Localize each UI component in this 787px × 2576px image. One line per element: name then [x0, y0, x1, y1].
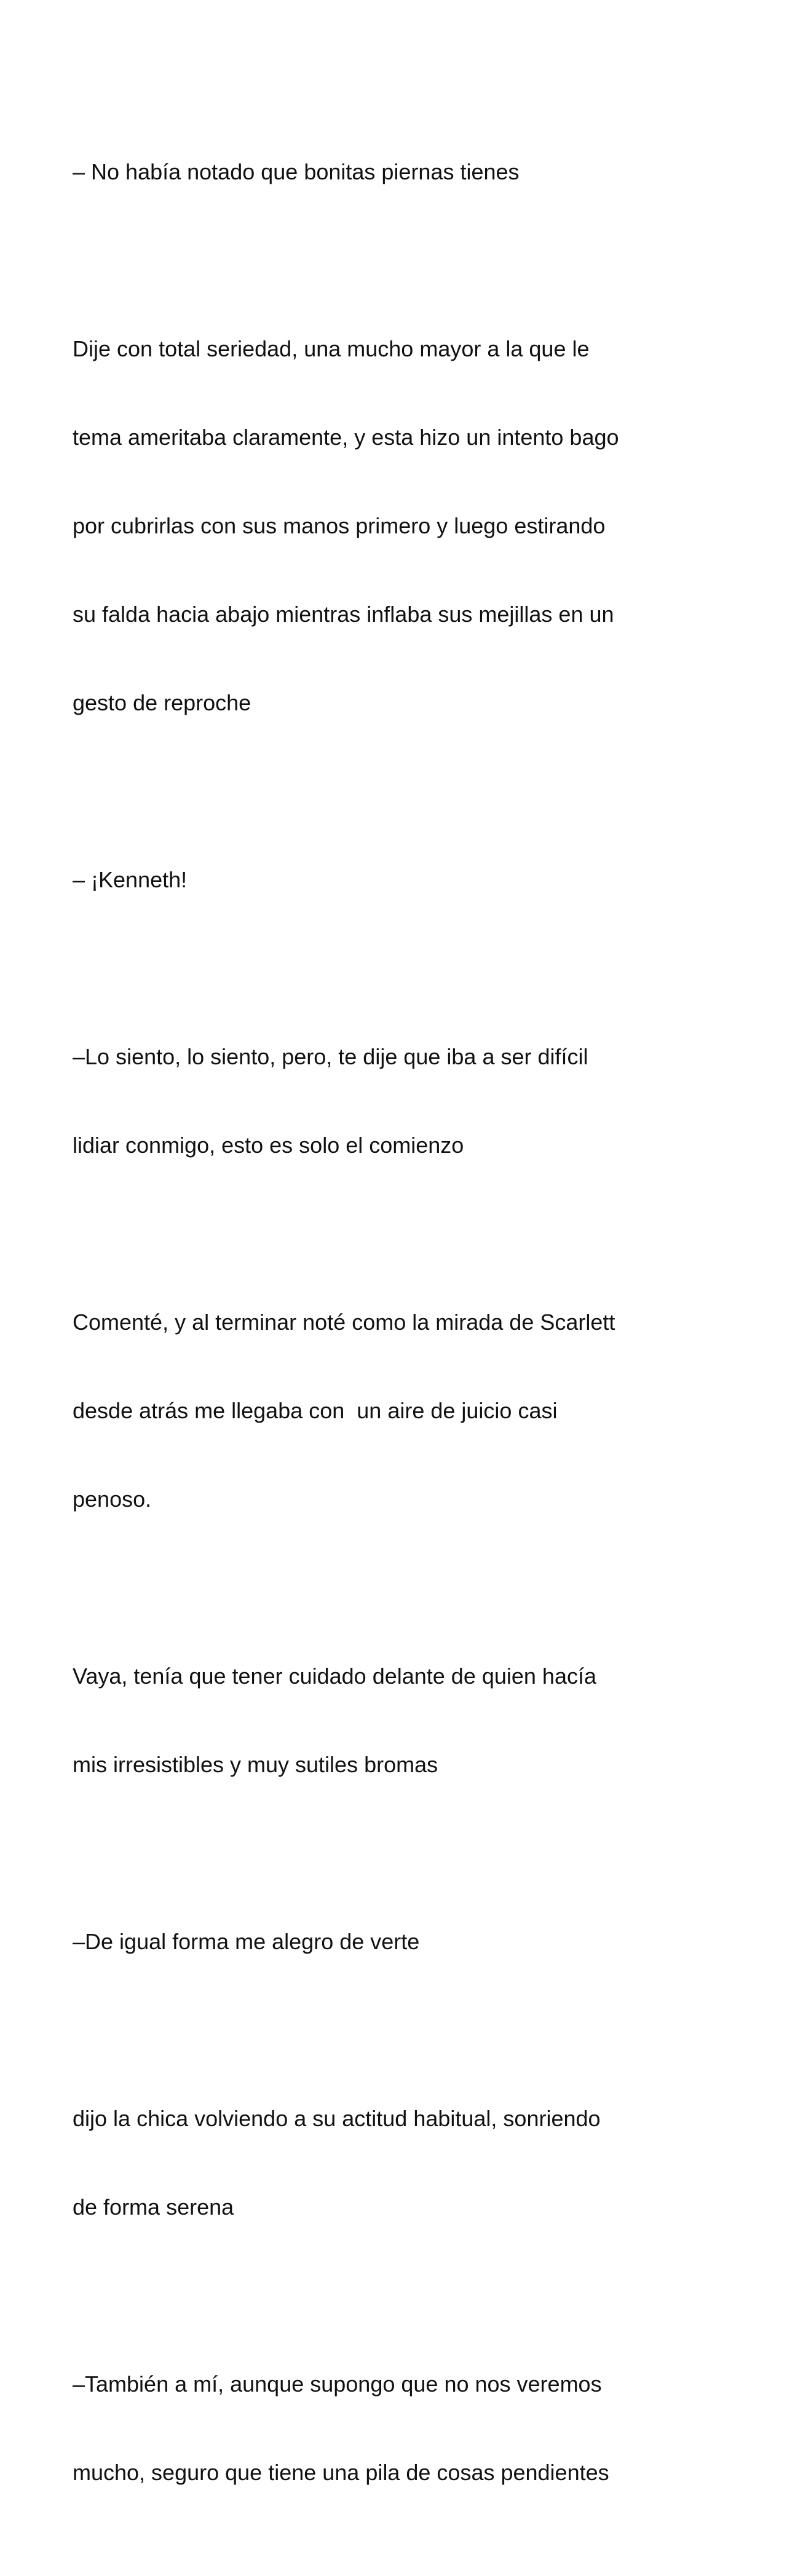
paragraph-3	[73, 806, 724, 954]
document-page	[73, 98, 724, 2576]
paragraph-1	[73, 98, 724, 246]
paragraph-8	[73, 2045, 724, 2281]
text-line: gesto de reproche	[73, 690, 251, 715]
text-line: su falda hacia abajo mientras inflaba sus mejillas en un	[73, 602, 614, 627]
text-line: Comenté, y al terminar noté como la mirada de Scarlett	[73, 1310, 615, 1335]
text-line: lidiar conmigo, esto es solo el comienzo	[73, 1133, 464, 1158]
text-line: – No había notado que bonitas piernas tienes	[73, 159, 520, 184]
text-line: desde atrás me llegaba con un aire de juicio casi	[73, 1398, 558, 1423]
text-line: Dije con total seriedad, una mucho mayor a la que le	[73, 336, 590, 361]
text-line: mis irresistibles y muy sutiles bromas	[73, 1752, 438, 1777]
text-line: de forma serena	[73, 2194, 234, 2220]
text-line: mucho, seguro que tiene una pila de cosas pendientes	[73, 2460, 609, 2485]
paragraph-6	[73, 1603, 724, 1839]
paragraph-9	[73, 2311, 724, 2547]
paragraph-5	[73, 1249, 724, 1573]
text-line: tema ameritaba claramente, y esta hizo un intento bago	[73, 425, 619, 450]
text-line: –De igual forma me alegro de verte	[73, 1929, 420, 1954]
text-line: penoso.	[73, 1486, 152, 1512]
text-line: –Lo siento, lo siento, pero, te dije que iba a ser difícil	[73, 1044, 588, 1069]
text-line: por cubrirlas con sus manos primero y luego estirando	[73, 513, 606, 538]
text-line: Vaya, tenía que tener cuidado delante de quien hacía	[73, 1663, 596, 1689]
text-line: – ¡Kenneth!	[73, 867, 188, 892]
text-line: –También a mí, aunque supongo que no nos veremos	[73, 2371, 602, 2397]
paragraph-4	[73, 983, 724, 1219]
paragraph-2	[73, 275, 724, 777]
text-line: dijo la chica volviendo a su actitud habitual, sonriendo	[73, 2106, 601, 2131]
paragraph-7	[73, 1868, 724, 2016]
